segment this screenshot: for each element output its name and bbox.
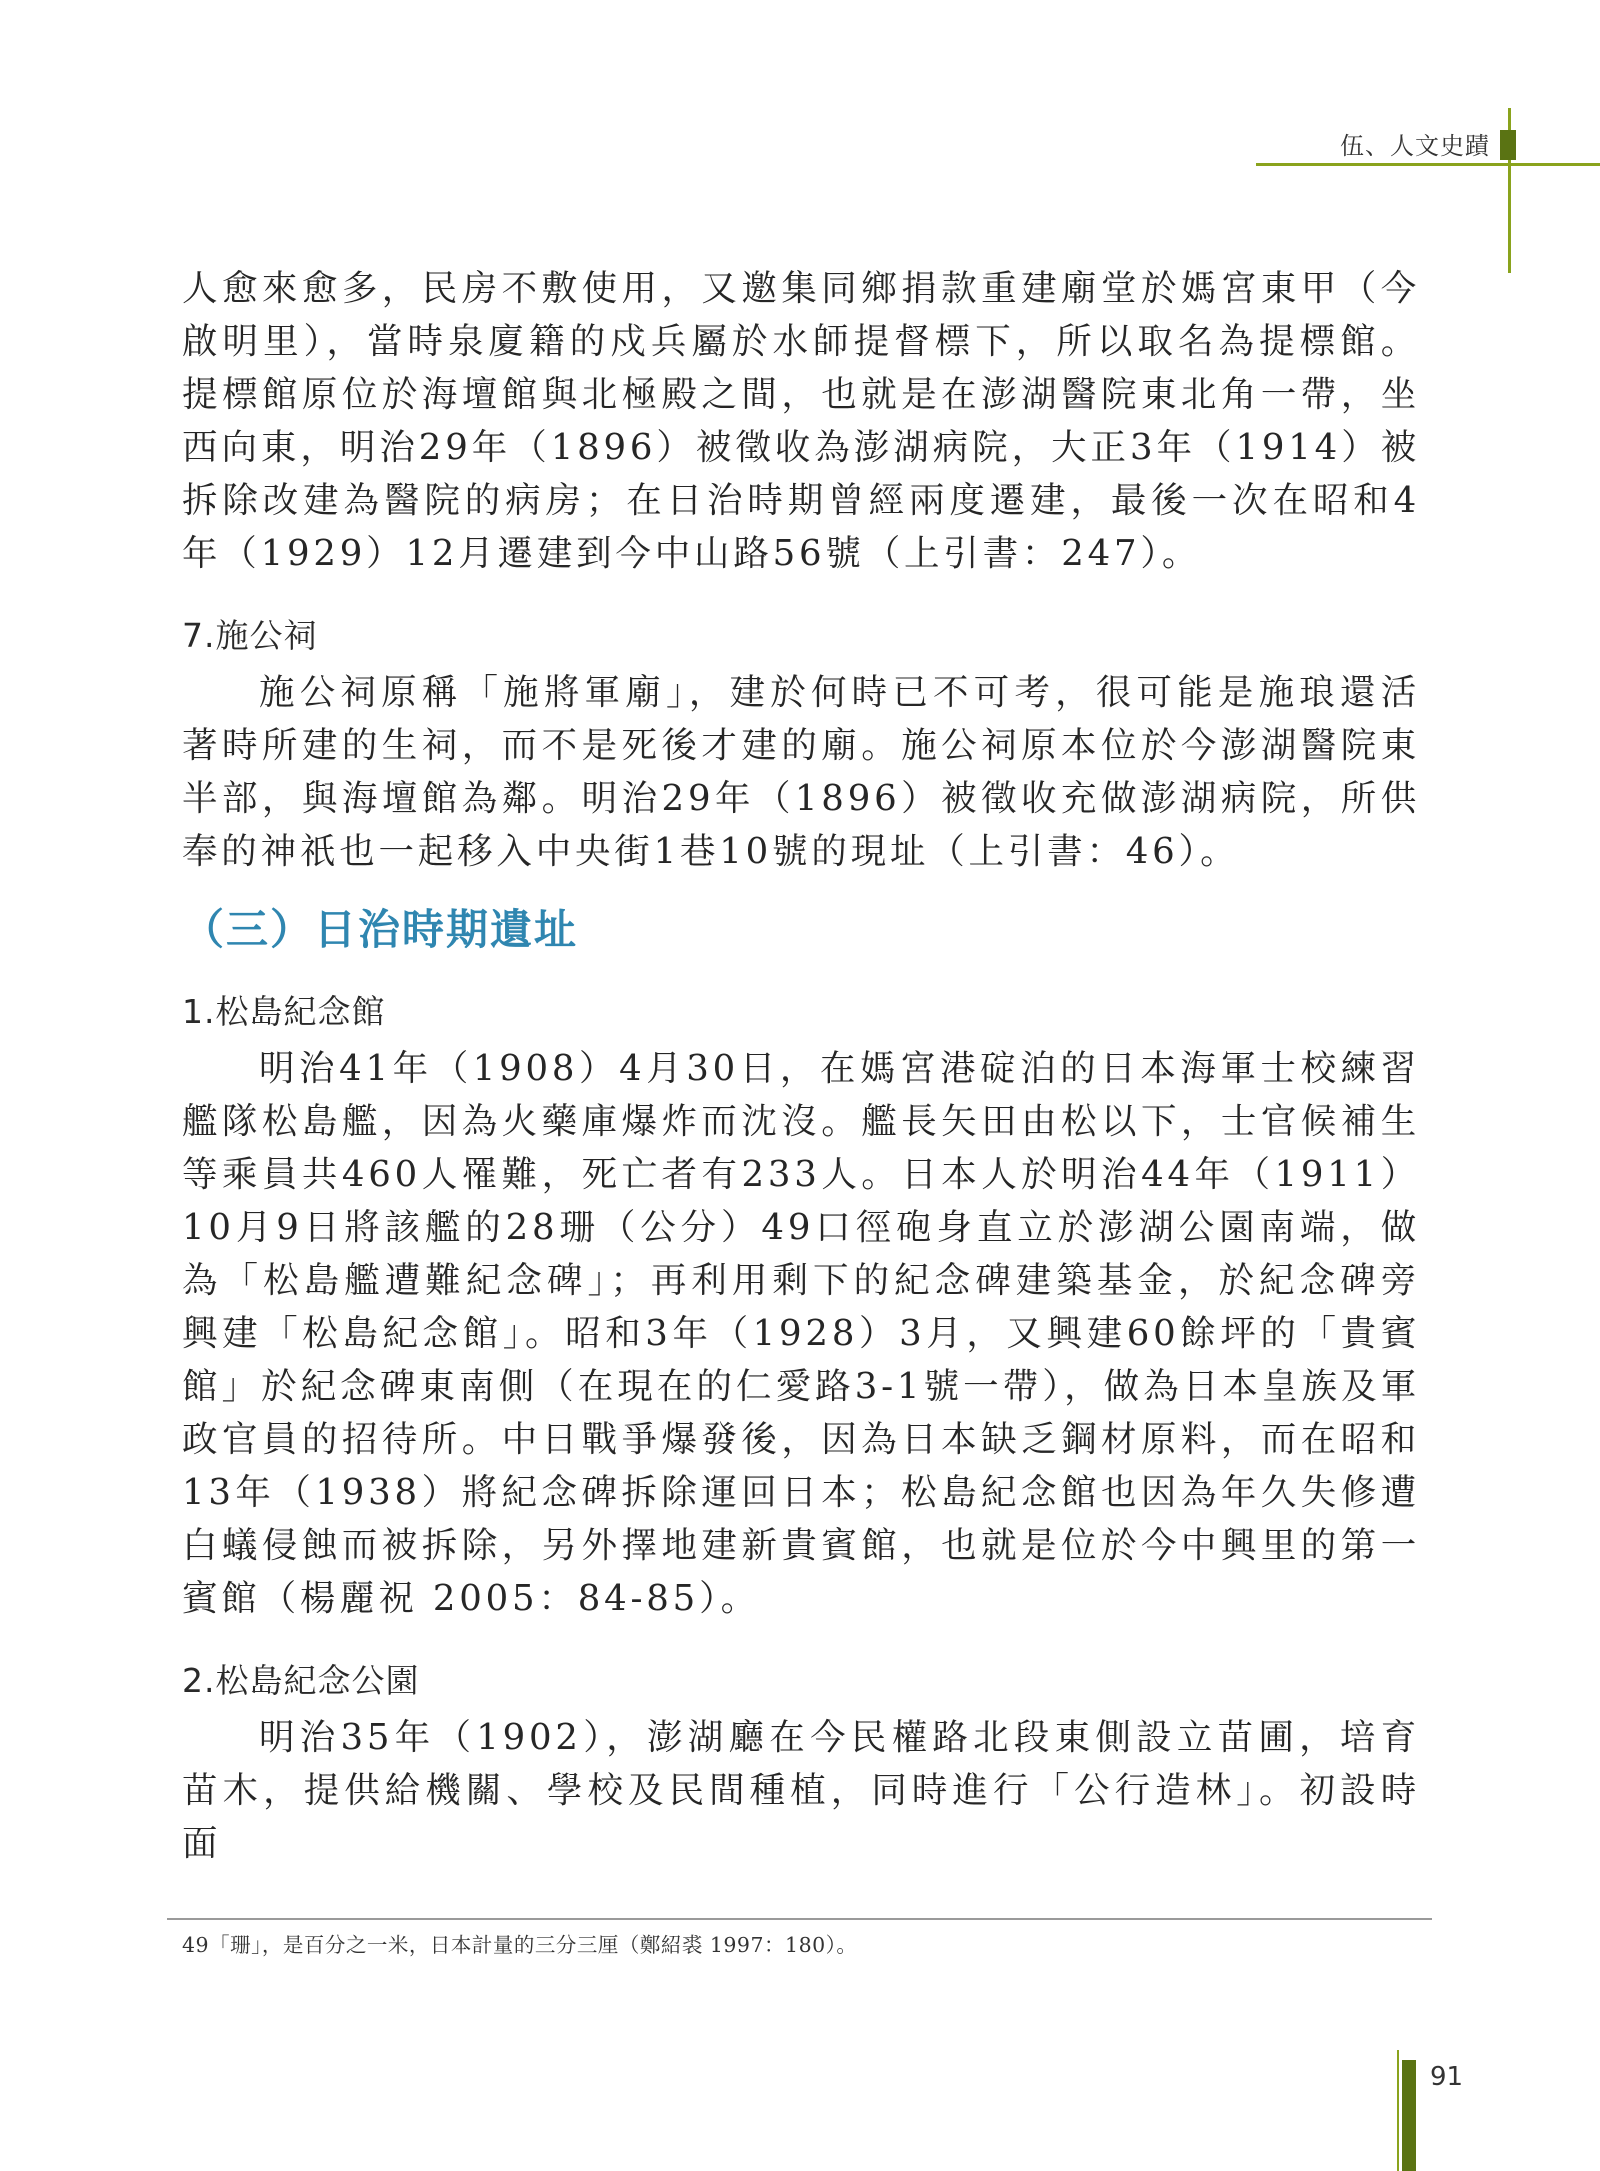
paragraph-matsushima-memorial-hall: 明治41年（1908）4月30日，在媽宮港碇泊的日本海軍士校練習艦隊松島艦，因為火藥庫爆炸而沈沒。艦長矢田由松以下，士官候補生等乘員共460人罹難，死亡者有233人。日本人於明治44年（1911）10月9日將該艦的28珊（公分）49口徑砲身直立於澎湖公園南端，做為「松島艦遭難紀念碑」；再利用剩下的紀念碑建築基金，於紀念碑旁興建「松島紀念館」。昭和3年（1928）3月，又興建60餘坪的「貴賓館」於紀念碑東南側（在現在的仁愛路3-1號一帶），做為日本皇族及軍政官員的招待所。中日戰爭爆發後，因為日本缺乏鋼材原料，而在昭和13年（1938）將紀念碑拆除運回日本；松島紀念館也因為年久失修遭白蟻侵蝕而被拆除，另外擇地建新貴賓館，也就是位於今中興里的第一賓館（楊麗祝 2005：84-85）。 <box>182 1048 1420 1619</box>
page-number: 91 <box>1430 2062 1464 2092</box>
header-rule <box>1256 163 1600 166</box>
paragraph-tibiao-hall: 人愈來愈多，民房不敷使用，又邀集同鄉捐款重建廟堂於媽宮東甲（今啟明里），當時泉廈籍的戍兵屬於水師提督標下，所以取名為提標館。提標館原位於海壇館與北極殿之間，也就是在澎湖醫院東北角一帶，坐西向東，明治29年（1896）被徵收為澎湖病院，大正3年（1914）被拆除改建為醫院的病房；在日治時期曾經兩度遷建，最後一次在昭和4年（1929）12月遷建到今中山路56號（上引書：247）。 <box>182 268 1420 574</box>
subheading-matsushima-memorial-park: 2.松島紀念公園 <box>182 1661 420 1700</box>
footer-vertical-rule <box>1397 2050 1399 2171</box>
subheading-shi-gong-ci: 7.施公祠 <box>182 616 318 655</box>
footnote: 49「珊」，是百分之一米，日本計量的三分三厘（鄭紹裘 1997：180）。 <box>182 1933 858 1957</box>
section-heading-japanese-era-sites: （三）日治時期遺址 <box>182 905 579 954</box>
page-body <box>182 262 1420 1870</box>
chapter-title: 伍、人文史蹟 <box>1340 132 1490 160</box>
footnote-rule <box>167 1918 1432 1920</box>
header-marker <box>1500 130 1516 160</box>
footer-marker <box>1402 2060 1416 2171</box>
subheading-matsushima-memorial-hall: 1.松島紀念館 <box>182 992 386 1031</box>
paragraph-shi-gong-ci: 施公祠原稱「施將軍廟」，建於何時已不可考，很可能是施琅還活著時所建的生祠，而不是死後才建的廟。施公祠原本位於今澎湖醫院東半部，與海壇館為鄰。明治29年（1896）被徵收充做澎湖病院，所供奉的神祇也一起移入中央街1巷10號的現址（上引書：46）。 <box>182 672 1420 872</box>
paragraph-matsushima-memorial-park: 明治35年（1902），澎湖廳在今民權路北段東側設立苗圃，培育苗木，提供給機關、學校及民間種植，同時進行「公行造林」。初設時面 <box>182 1717 1420 1864</box>
